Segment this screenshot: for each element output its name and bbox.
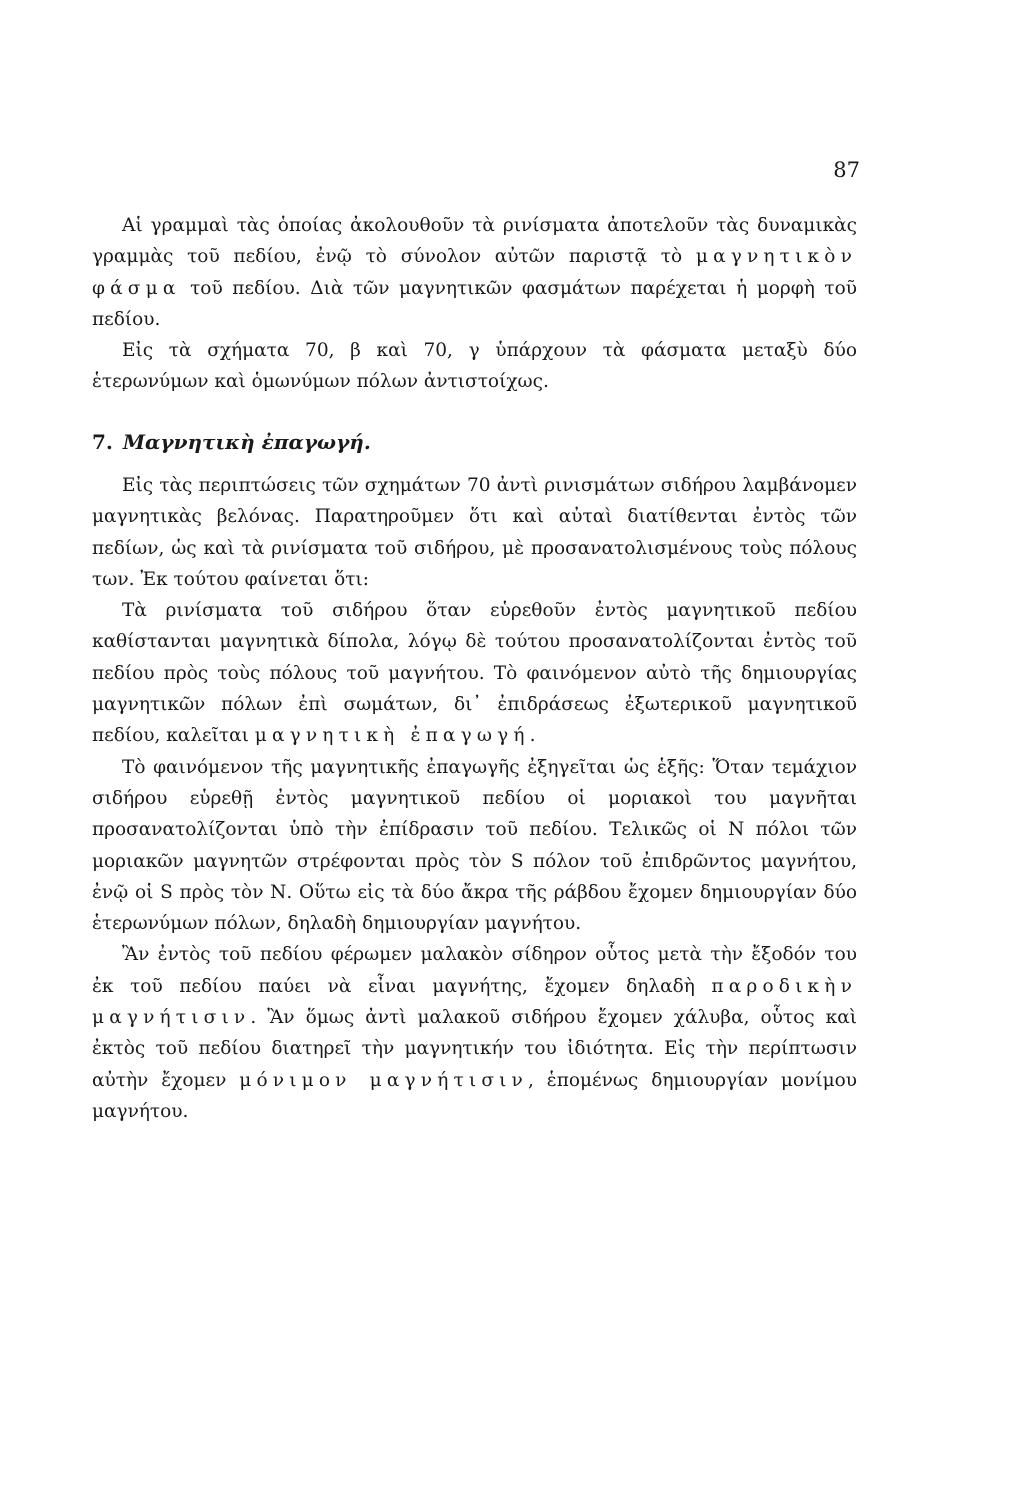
emphasis-magnetic-induction: μαγνητικὴ ἐπαγωγή — [254, 725, 530, 747]
paragraph-1: Αἱ γραμμαὶ τὰς ὁποίας ἀκολουθοῦν τὰ ρινίσματα ἀποτελοῦν τὰς δυναμικὰς γραμμὰς τοῦ πεδίου, ἐνῷ τὸ σύνολον αὐτῶν παριστᾷ τὸ μαγνητικὸν φάσμα τοῦ πεδίου. Διὰ τῶν μαγνητικῶν φασμάτων παρέχεται ἡ μορφὴ τοῦ πεδίου. — [92, 215, 857, 330]
paragraph-5: Τὸ φαινόμενον τῆς μαγνητικῆς ἐπαγωγῆς ἐξηγεῖται ὡς ἑξῆς: Ὅταν τεμάχιον σιδήρου εὑρεθῇ ἐντὸς μαγνητικοῦ πεδίου οἱ μοριακοὶ του μαγνῆται προσανατολίζονται ὑπὸ τὴν ἐπίδρασιν τοῦ πεδίου. Τελικῶς οἱ Ν πόλοι τῶν μοριακῶν μαγνητῶν στρέφονται πρὸς τὸν S πόλον τοῦ ἐπιδρῶντος μαγνήτου, ἐνῷ οἱ S πρὸς τὸν Ν. Οὕτω εἰς τὰ δύο ἄκρα τῆς ράβδου ἔχομεν δημιουργίαν δύο ἑτερωνύμων πόλων, δηλαδὴ δημιουργίαν μαγνήτου. — [92, 756, 857, 935]
paragraph-6: Ἂν ἐντὸς τοῦ πεδίου φέρωμεν μαλακὸν σίδηρον οὗτος μετὰ τὴν ἔξοδόν του ἐκ τοῦ πεδίου παύει νὰ εἶναι μαγνήτης, ἔχομεν δηλαδὴ παροδικὴν μαγνήτισιν. Ἂν ὅμως ἀντὶ μαλακοῦ σιδήρου ἔχομεν χάλυβα, οὗτος καὶ ἐκτὸς τοῦ πεδίου διατηρεῖ τὴν μαγνητικήν του ἰδιότητα. Εἰς τὴν περίπτωσιν αὐτὴν ἔχομεν μόνιμον μαγνήτισιν, ἑπομένως δημιουργίαν μονίμου μαγνήτου. — [92, 944, 857, 1122]
section-number: 7. — [92, 430, 113, 454]
section-heading — [92, 430, 371, 454]
emphasis-permanent-magnetization: μόνιμον μαγνήτισιν — [239, 1069, 528, 1091]
body-text — [92, 470, 857, 1127]
paragraph-2: Εἰς τὰ σχήματα 70, β καὶ 70, γ ὑπάρχουν τὰ φάσματα μεταξὺ δύο ἑτερωνύμων καὶ ὁμωνύμων πόλων ἀντιστοίχως. — [92, 340, 857, 393]
paragraph-4: Τὰ ρινίσματα τοῦ σιδήρου ὅταν εὑρεθοῦν ἐντὸς μαγνητικοῦ πεδίου καθίστανται μαγνητικὰ δίπολα, λόγῳ δὲ τούτου προσανατολίζονται ἐντὸς τοῦ πεδίου πρὸς τοὺς πόλους τοῦ μαγνήτου. Τὸ φαινόμενον αὐτὸ τῆς δημιουργίας μαγνητικῶν πόλων ἐπὶ σωμάτων, δι᾽ ἐπιδράσεως ἐξωτερικοῦ μαγνητικοῦ πεδίου, καλεῖται μαγνητικὴ ἐπαγωγή. — [92, 600, 857, 747]
paragraph-3: Εἰς τὰς περιπτώσεις τῶν σχημάτων 70 ἀντὶ ρινισμάτων σιδήρου λαμβάνομεν μαγνητικὰς βελόνας. Παρατηροῦμεν ὅτι καὶ αὐταὶ διατίθενται ἐντὸς τῶν πεδίων, ὡς καὶ τὰ ρινίσματα τοῦ σιδήρου, μὲ προσανατολισμένους τοὺς πόλους των. Ἐκ τούτου φαίνεται ὅτι: — [92, 475, 857, 590]
emphasis-magnetic-spectrum: μαγνητικὸν φάσμα — [92, 246, 857, 299]
emphasis-temporary-magnetization: παροδικὴν μαγνήτισιν — [92, 975, 857, 1029]
page-number: 87 — [833, 158, 860, 182]
section-title: Μαγνητικὴ ἐπαγωγή. — [122, 430, 371, 454]
intro-text — [92, 210, 857, 398]
